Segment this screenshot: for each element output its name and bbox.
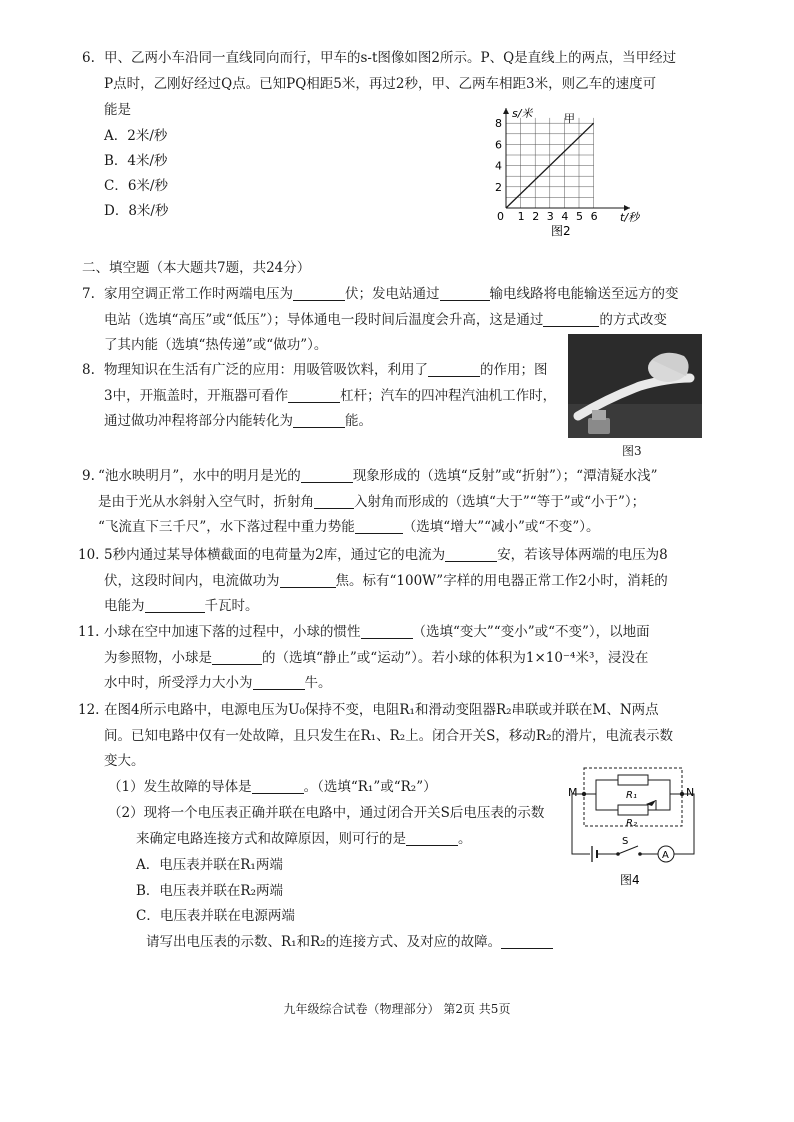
q8-text-3b: 能。 [345, 413, 372, 429]
q7-text-2a: 电站（选填“高压”或“低压”）；导体通电一段时间后温度会升高，这是通过 [104, 312, 544, 328]
q12-option-c: C．电压表并联在电源两端 [136, 908, 295, 924]
q9-text-3b: （选填“增大”“减小”或“不变”）。 [402, 519, 600, 535]
q12-blank-1[interactable] [252, 778, 304, 794]
q9-text-1b: 现象形成的（选填“反射”或“折射”）；“潭清疑水浅” [352, 468, 658, 484]
q8-blank-3[interactable] [293, 412, 345, 428]
q7-number: 7. [82, 286, 95, 302]
y-tick-label: 2 [495, 180, 502, 194]
x-tick-label: 4 [561, 210, 569, 223]
chart-series-label: 甲 [564, 112, 575, 125]
q8-line2 [104, 386, 556, 406]
q6-option-b: B．4米/秒 [104, 153, 168, 169]
q12-line3: 变大。 [104, 753, 145, 769]
figure-4-circuit [560, 764, 710, 894]
q11-text-2a: 为参照物，小球是 [104, 650, 212, 666]
q11-line3 [104, 673, 332, 693]
q12-part1 [108, 777, 437, 797]
q8-blank-1[interactable] [428, 361, 480, 377]
chart-x-axis-label: t/秒 [620, 211, 640, 224]
q6-number: 6. [82, 50, 95, 66]
q12-part2-line1: （2）现将一个电压表正确并联在电路中，通过闭合开关S后电压表的示数 [108, 805, 545, 821]
q7-line3: 了其内能（选填“热传递”或“做功”）。 [104, 337, 328, 353]
q12-part2-line2 [136, 829, 472, 849]
q9-line1 [98, 466, 657, 486]
section-2-title: 二、填空题（本大题共7题，共24分） [82, 260, 311, 276]
q8-text-1a: 物理知识在生活有广泛的应用：用吸管吸饮料，利用了 [104, 362, 428, 378]
resistor-r1 [618, 775, 648, 785]
r1-wire-left [584, 780, 618, 794]
switch-s [618, 846, 638, 854]
q9-blank-1[interactable] [301, 467, 353, 483]
label-n: N [686, 786, 695, 799]
q9-line2 [98, 492, 645, 512]
outer-wire-left [572, 794, 590, 854]
q8-number: 8. [82, 362, 95, 378]
q10-line3 [104, 596, 259, 616]
q6-option-a: A．2米/秒 [104, 128, 168, 144]
q6-line3: 能是 [104, 102, 131, 118]
q11-blank-3[interactable] [253, 674, 305, 690]
q12-option-a: A．电压表并联在R₁两端 [136, 857, 283, 873]
q7-text-1a: 家用空调正常工作时两端电压为 [104, 286, 293, 302]
q11-text-3a: 水中时，所受浮力大小为 [104, 675, 253, 691]
q9-text-1a: “池水映明月”，水中的明月是光的 [98, 468, 301, 484]
y-tick-label: 6 [495, 138, 502, 152]
q6-option-c: C．6米/秒 [104, 178, 168, 194]
q7-blank-2[interactable] [440, 285, 490, 301]
x-tick-label: 3 [546, 210, 554, 223]
q9-text-3a: “飞流直下三千尺”，水下落过程中重力势能 [98, 519, 355, 535]
q12-text-p2b: 来确定电路连接方式和故障原因，则可行的是 [136, 831, 406, 847]
q10-text-2b: 焦。标有“100W”字样的用电器正常工作2小时，消耗的 [335, 573, 668, 589]
q8-text-1b: 的作用；图 [480, 362, 548, 378]
q10-text-1a: 5秒内通过某导体横截面的电荷量为2库，通过它的电流为 [104, 547, 446, 563]
figure-3-caption: 图3 [622, 444, 642, 458]
x-tick-label: 5 [576, 210, 583, 223]
page-footer: 九年级综合试卷（物理部分） 第2页 共5页 [283, 1002, 511, 1016]
chart-tick-labels [495, 117, 598, 223]
q10-text-3a: 电能为 [104, 598, 145, 614]
q10-blank-2[interactable] [280, 572, 336, 588]
q11-line1 [104, 622, 650, 642]
r2-wire-left [596, 794, 618, 810]
q9-blank-3[interactable] [355, 518, 403, 534]
q10-text-3b: 千瓦时。 [204, 598, 259, 614]
figure-4-caption: 图4 [620, 873, 640, 887]
q7-text-1b: 伏；发电站通过 [345, 286, 440, 302]
q11-line2 [104, 648, 648, 668]
figure-3-photo [568, 334, 702, 438]
x-tick-label: 1 [517, 210, 525, 223]
q12-last-line [146, 932, 553, 952]
q9-blank-2[interactable] [314, 493, 354, 509]
q9-text-2a: 是由于光从水斜射入空气时，折射角 [98, 494, 314, 510]
chart-y-arrow [503, 108, 509, 114]
q10-text-1b: 安，若该导体两端的电压为8 [497, 547, 668, 563]
q10-blank-3[interactable] [145, 597, 205, 613]
q9-line3 [98, 517, 599, 537]
q12-blank-2[interactable] [406, 830, 458, 846]
x-tick-label: 6 [590, 210, 598, 223]
outer-wire-right [674, 794, 694, 854]
x-tick-label: 2 [532, 210, 540, 223]
q11-text-2b: 的（选填“静止”或“运动”）。若小球的体积为1×10⁻⁴米³，浸没在 [262, 650, 649, 666]
q8-blank-2[interactable] [288, 387, 340, 403]
r1-wire-right [648, 780, 682, 794]
q8-text-2b: 杠杆；汽车的四冲程汽油机工作时， [340, 388, 557, 404]
q8-text-3a: 通过做功冲程将部分内能转化为 [104, 413, 293, 429]
q6-option-d: D．8米/秒 [104, 203, 169, 219]
q7-blank-1[interactable] [293, 285, 345, 301]
q11-text-1b: （选填“变大”“变小”或“不变”），以地面 [412, 624, 650, 640]
q10-blank-1[interactable] [445, 546, 497, 562]
label-r1: R₁ [626, 790, 637, 801]
figure-2-chart [480, 100, 650, 240]
q8-text-2a: 3中，开瓶盖时，开瓶器可看作 [104, 388, 289, 404]
q12-line2: 间。已知电路中仅有一处故障，且只发生在R₁、R₂上。闭合开关S，移动R₂的滑片，电流表示数 [104, 728, 673, 744]
q6-line1: 甲、乙两小车沿同一直线同向而行，甲车的s-t图像如图2所示。P、Q是直线上的两点，当甲经过 [104, 50, 677, 66]
q11-blank-1[interactable] [361, 623, 413, 639]
label-m: M [568, 786, 578, 799]
y-tick-label: 8 [495, 117, 502, 131]
q11-number: 11. [78, 624, 100, 640]
q10-text-2a: 伏，这段时间内，电流做功为 [104, 573, 280, 589]
q12-text-last: 请写出电压表的示数、R₁和R₂的连接方式、及对应的故障。 [146, 934, 502, 950]
bottle-opener-illustration [568, 334, 702, 438]
q9-text-2b: 入射角而形成的（选填“大于”“等于”或“小于”）； [354, 494, 646, 510]
label-s: S [622, 836, 629, 847]
q12-text-p1b: 。（选填“R₁”或“R₂”） [303, 779, 437, 795]
q11-blank-2[interactable] [212, 649, 262, 665]
q12-option-b: B．电压表并联在R₂两端 [136, 883, 283, 899]
q11-text-1a: 小球在空中加速下落的过程中，小球的惯性 [104, 624, 361, 640]
label-ammeter: A [662, 850, 669, 861]
q8-line3 [104, 411, 372, 431]
q10-line1 [104, 545, 668, 565]
q7-text-1c: 输电线路将电能输送至远方的变 [489, 286, 679, 302]
q12-line1: 在图4所示电路中，电源电压为U₀保持不变，电阻R₁和滑动变阻器R₂串联或并联在M、N两点 [104, 702, 659, 718]
q10-number: 10. [78, 547, 100, 563]
y-tick-label: 4 [495, 159, 502, 173]
q7-text-2b: 的方式改变 [599, 312, 667, 328]
chart-y-axis-label: s/米 [512, 107, 533, 120]
q7-line1 [104, 284, 679, 304]
q7-line2 [104, 310, 667, 330]
chart-origin-label: 0 [497, 210, 504, 223]
q8-line1 [104, 360, 548, 380]
label-r2: R₂ [626, 818, 637, 829]
q11-text-3b: 牛。 [304, 675, 332, 691]
q12-blank-3[interactable] [501, 933, 553, 949]
rheostat-r2 [618, 805, 648, 815]
q12-text-p2c: 。 [458, 831, 472, 847]
q9-number: 9. [82, 468, 95, 484]
q10-line2 [104, 571, 668, 591]
q6-line2: P点时，乙刚好经过Q点。已知PQ相距5米，再过2秒，甲、乙两车相距3米，则乙车的速度可 [104, 76, 657, 92]
q7-blank-3[interactable] [543, 311, 599, 327]
figure-2-caption: 图2 [551, 224, 571, 238]
q12-text-p1a: （1）发生故障的导体是 [108, 779, 252, 795]
q12-number: 12. [78, 702, 100, 718]
